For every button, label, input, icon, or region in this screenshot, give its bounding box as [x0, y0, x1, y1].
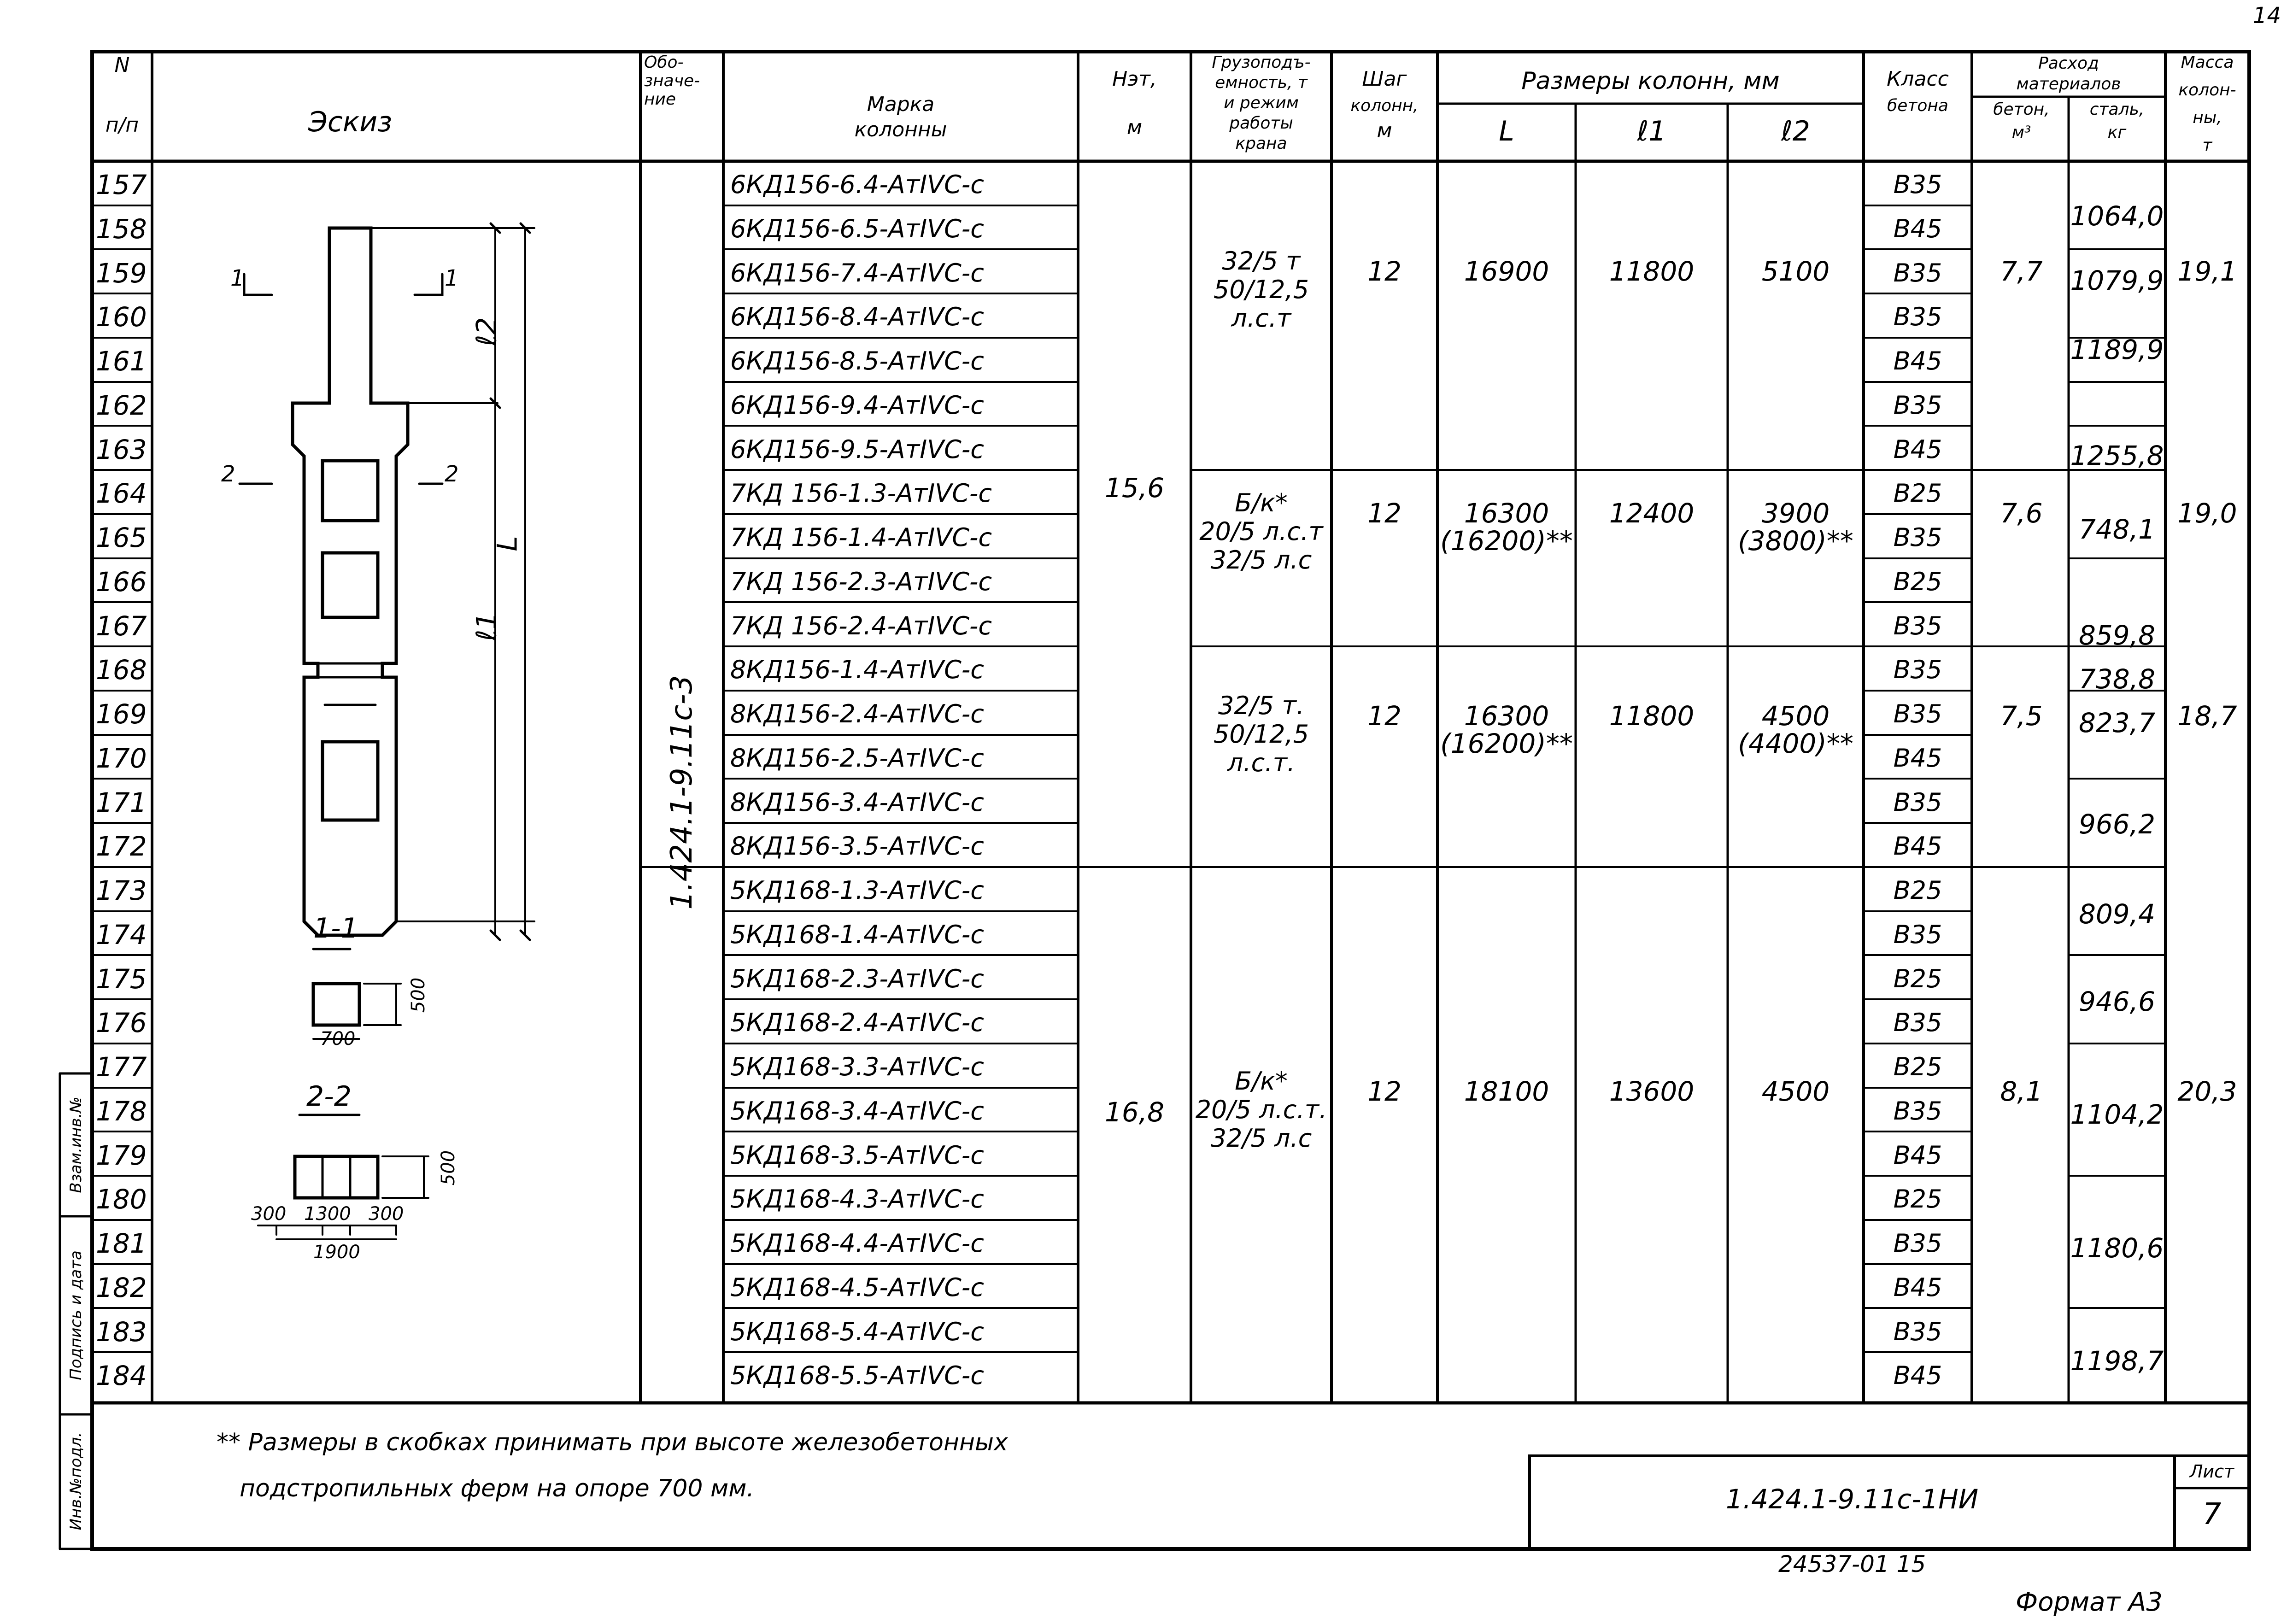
steel-consumption: 809,4: [2078, 898, 2156, 930]
sheet-label: Лист: [2189, 1461, 2234, 1482]
header-designation-1: Обо-: [644, 53, 684, 72]
header-crane-2: емность, т: [1215, 73, 1308, 92]
column-mark: 6КД156-8.4-АтIVС-с: [730, 302, 984, 332]
concrete-class: В35: [1893, 1317, 1942, 1346]
header-step-1: Шаг: [1362, 67, 1407, 91]
side-label-inv: Инв.№подл.: [67, 1432, 85, 1530]
column-mark: 8КД156-3.4-АтIVС-с: [730, 787, 984, 817]
column-mark: 5КД168-4.4-АтIVС-с: [730, 1229, 984, 1258]
header-mark-2: колонны: [854, 118, 947, 141]
header-num-1: N: [114, 53, 130, 77]
header-dim-l2: ℓ2: [1781, 115, 1810, 147]
steel-consumption: 1064,0: [2070, 200, 2164, 232]
dim-l1-value: 12400: [1609, 498, 1695, 529]
row-number: 168: [96, 654, 147, 686]
format-label: Формат А3: [2016, 1587, 2163, 1617]
header-steel-1: сталь,: [2089, 100, 2145, 119]
column-mark: 7КД 156-1.4-АтIVС-с: [730, 523, 992, 552]
row-number: 165: [96, 522, 147, 553]
sketch-dim-1300: 1300: [304, 1203, 351, 1225]
sketch-dim-500-b: 500: [438, 1150, 459, 1186]
row-number: 183: [96, 1316, 147, 1348]
concrete-class: В25: [1893, 1052, 1942, 1081]
column-mark: 6КД156-7.4-АтIVС-с: [730, 258, 984, 287]
row-number: 181: [96, 1228, 147, 1259]
concrete-class: В35: [1893, 1096, 1942, 1126]
row-number: 160: [96, 301, 147, 333]
row-number: 162: [96, 389, 147, 421]
header-concrete-2: бетона: [1887, 96, 1948, 115]
dim-L-value: 16900: [1464, 256, 1549, 287]
row-number: 179: [96, 1139, 147, 1171]
crane-mode: 32/5 л.с: [1210, 1124, 1312, 1153]
row-number: 182: [96, 1272, 147, 1303]
dim-l2-value: 4500: [1761, 700, 1830, 732]
concrete-class: В35: [1893, 787, 1942, 817]
header-mass-4: т: [2202, 136, 2212, 155]
sheet-number: 7: [2202, 1497, 2222, 1531]
column-mark: 8КД156-2.5-АтIVС-с: [730, 743, 984, 773]
sketch-dim-700: 700: [320, 1028, 356, 1049]
concrete-class: В25: [1893, 567, 1942, 596]
column-mark: 6КД156-6.5-АтIVС-с: [730, 214, 984, 243]
column-sketch: [240, 223, 534, 1239]
page-number: 14: [2253, 3, 2281, 29]
concrete-class: В35: [1893, 258, 1942, 287]
steel-consumption: 1079,9: [2070, 265, 2164, 296]
column-mark: 7КД 156-2.4-АтIVС-с: [730, 611, 992, 640]
dim-l2-value: 5100: [1761, 256, 1830, 287]
dim-L-value: 16300: [1464, 498, 1549, 529]
column-mass: 20,3: [2177, 1076, 2237, 1107]
row-number: 176: [96, 1007, 147, 1039]
dim-L-value: 16300: [1464, 700, 1549, 732]
header-crane-1: Грузоподъ-: [1212, 53, 1311, 72]
header-num-2: п/п: [105, 113, 139, 137]
column-mark: 5КД168-3.4-АтIVС-с: [730, 1096, 984, 1126]
sketch-dim-1900: 1900: [313, 1242, 360, 1263]
header-sketch: Эскиз: [308, 106, 393, 138]
concrete-class: В35: [1893, 655, 1942, 685]
crane-mode: л.с.т.: [1227, 748, 1296, 777]
column-mark: 5КД168-4.3-АтIVС-с: [730, 1184, 984, 1214]
crane-mode: 32/5 т.: [1218, 691, 1305, 720]
concrete-class: В35: [1893, 699, 1942, 728]
concrete-class: В45: [1893, 1140, 1942, 1170]
crane-mode: 50/12,5: [1213, 720, 1309, 749]
crane-mode: 20/5 л.с.т.: [1195, 1095, 1327, 1124]
header-mass-1: Масса: [2181, 53, 2234, 72]
sketch-dim-300-b: 300: [369, 1203, 404, 1225]
crane-mode: 32/5 т: [1222, 246, 1301, 276]
column-mark: 7КД 156-2.3-АтIVС-с: [730, 567, 992, 596]
concrete-class: В45: [1893, 1272, 1942, 1302]
column-mark: 5КД168-1.4-АтIVС-с: [730, 920, 984, 949]
concrete-volume: 7,7: [2000, 256, 2043, 287]
concrete-class: В35: [1893, 611, 1942, 640]
column-mark: 5КД168-2.3-АтIVС-с: [730, 964, 984, 993]
row-number: 175: [96, 963, 147, 995]
concrete-class: В35: [1893, 920, 1942, 949]
header-dim-l1: ℓ1: [1637, 115, 1666, 147]
header-crane-5: крана: [1235, 134, 1287, 153]
note-line-2: подстропильных ферм на опоре 700 мм.: [240, 1475, 755, 1502]
sketch-section-2-right: 2: [445, 461, 459, 487]
row-number: 174: [96, 919, 147, 950]
side-label-replace: Взам.инв.№: [67, 1096, 85, 1193]
concrete-volume: 8,1: [2000, 1076, 2043, 1107]
header-crane-4: работы: [1229, 114, 1293, 133]
crane-mode: л.с.т: [1231, 304, 1291, 333]
column-mark: 6КД156-9.5-АтIVС-с: [730, 434, 984, 464]
header-consumption-2: материалов: [2016, 75, 2121, 94]
stamp-code: 1.424.1-9.11с-1НИ: [1725, 1483, 1979, 1515]
steel-consumption: 859,8: [2078, 620, 2156, 651]
header-crane-3: и режим: [1224, 94, 1299, 112]
concrete-volume: 7,5: [2000, 700, 2043, 732]
sketch-section-2-left: 2: [221, 461, 235, 487]
dim-l1-value: 13600: [1609, 1076, 1695, 1107]
column-mark: 8КД156-1.4-АтIVС-с: [730, 655, 984, 685]
header-dim-L: L: [1499, 115, 1514, 147]
header-step-3: м: [1377, 119, 1392, 142]
sketch-dim-500-a: 500: [408, 977, 429, 1013]
header-height-2: м: [1126, 116, 1143, 139]
crane-mode: Б/к*: [1235, 488, 1288, 517]
header-concrete-1: Класс: [1887, 67, 1949, 91]
concrete-class: В25: [1893, 1184, 1942, 1214]
steel-consumption: 1198,7: [2070, 1345, 2164, 1377]
column-step: 12: [1367, 256, 1401, 287]
crane-mode: 32/5 л.с: [1210, 545, 1312, 575]
steel-consumption: 966,2: [2078, 809, 2156, 840]
row-number: 173: [96, 875, 147, 906]
row-number: 178: [96, 1095, 147, 1127]
header-mass-3: ны,: [2193, 108, 2222, 127]
column-mark: 7КД 156-1.3-АтIVС-с: [730, 479, 992, 508]
concrete-class: В35: [1893, 1229, 1942, 1258]
height-value-1: 15,6: [1104, 472, 1165, 504]
concrete-class: В35: [1893, 390, 1942, 420]
row-number: 161: [96, 346, 147, 377]
header-dims: Размеры колонн, мм: [1521, 67, 1780, 95]
row-number: 163: [96, 434, 147, 465]
note-line-1: ** Размеры в скобках принимать при высоте железобетонных: [217, 1429, 1008, 1456]
crane-mode: 20/5 л.с.т: [1199, 517, 1323, 546]
archive-number: 24537-01 15: [1778, 1551, 1926, 1577]
sketch-section-2-2: 2-2: [306, 1080, 352, 1113]
column-step: 12: [1367, 1076, 1401, 1107]
sketch-section-1-1: 1-1: [313, 912, 358, 944]
concrete-class: В25: [1893, 964, 1942, 993]
concrete-volume: 7,6: [2000, 498, 2043, 529]
row-number: 171: [96, 786, 147, 818]
header-mark-1: Марка: [867, 93, 935, 116]
sketch-section-1-left: 1: [230, 265, 245, 291]
dim-l1-value: 11800: [1609, 256, 1695, 287]
header-designation-3: ние: [644, 90, 676, 109]
concrete-class: В45: [1893, 832, 1942, 861]
header-concrete-vol-1: бетон,: [1993, 100, 2050, 119]
concrete-class: В35: [1893, 170, 1942, 199]
column-mark: 5КД168-5.5-АтIVС-с: [730, 1361, 984, 1390]
header-concrete-vol-2: м³: [2011, 123, 2031, 142]
row-grid: [92, 200, 2165, 1352]
header-step-2: колонн,: [1350, 96, 1419, 115]
row-number: 158: [96, 213, 147, 245]
steel-consumption: 738,8: [2078, 663, 2156, 695]
concrete-class: В25: [1893, 876, 1942, 905]
concrete-class: В35: [1893, 302, 1942, 332]
designation-value: 1.424.1-9.11с-3: [665, 675, 699, 910]
column-mark: 6КД156-6.4-АтIVС-с: [730, 170, 984, 199]
header-consumption-1: Расход: [2038, 54, 2099, 73]
column-mark: 5КД168-3.5-АтIVС-с: [730, 1140, 984, 1170]
steel-consumption: 946,6: [2078, 986, 2156, 1017]
column-step: 12: [1367, 498, 1401, 529]
concrete-class: В45: [1893, 346, 1942, 375]
dim-L-value: (16200)**: [1440, 728, 1573, 759]
concrete-class: В45: [1893, 1361, 1942, 1390]
concrete-class: В35: [1893, 523, 1942, 552]
sketch-dim-l2: ℓ2: [470, 317, 503, 346]
steel-consumption: 748,1: [2078, 514, 2156, 545]
steel-consumption: 1104,2: [2070, 1099, 2164, 1130]
dim-l2-value: (3800)**: [1738, 525, 1853, 557]
row-number: 169: [96, 698, 147, 730]
column-step: 12: [1367, 700, 1401, 732]
sketch-section-1-right: 1: [445, 265, 459, 291]
concrete-class: В45: [1893, 214, 1942, 243]
header-designation-2: значе-: [644, 71, 700, 90]
crane-mode: Б/к*: [1235, 1067, 1288, 1096]
height-value-2: 16,8: [1104, 1096, 1165, 1128]
dim-l2-value: 4500: [1761, 1076, 1830, 1107]
column-mass: 19,1: [2177, 256, 2237, 287]
header-steel-2: кг: [2107, 123, 2127, 142]
concrete-class: В35: [1893, 1008, 1942, 1038]
row-number: 167: [96, 610, 147, 642]
column-mark: 5КД168-3.3-АтIVС-с: [730, 1052, 984, 1081]
concrete-class: В45: [1893, 434, 1942, 464]
column-mass: 18,7: [2177, 700, 2237, 732]
row-number: 177: [96, 1051, 147, 1083]
row-number: 157: [96, 169, 147, 200]
crane-mode: 50/12,5: [1213, 275, 1309, 304]
row-number: 159: [96, 257, 147, 289]
steel-consumption: 823,7: [2078, 707, 2156, 739]
sketch-dim-l1: ℓ1: [470, 612, 503, 641]
column-mark: 5КД168-4.5-АтIVС-с: [730, 1272, 984, 1302]
column-mark: 5КД168-1.3-АтIVС-с: [730, 876, 984, 905]
steel-consumption: 1255,8: [2070, 440, 2164, 471]
dim-l1-value: 11800: [1609, 700, 1695, 732]
column-mass: 19,0: [2177, 498, 2237, 529]
column-mark: 8КД156-3.5-АтIVС-с: [730, 832, 984, 861]
row-number: 166: [96, 566, 147, 598]
concrete-class: В45: [1893, 743, 1942, 773]
sketch-dim-L: L: [491, 536, 524, 551]
row-number: 180: [96, 1184, 147, 1215]
row-number: 184: [96, 1360, 147, 1392]
steel-consumption: 1180,6: [2070, 1232, 2164, 1264]
row-number: 172: [96, 831, 147, 862]
header-mass-2: колон-: [2178, 81, 2236, 100]
dim-l2-value: (4400)**: [1738, 728, 1853, 759]
dim-L-value: 18100: [1464, 1076, 1549, 1107]
steel-consumption: 1189,9: [2070, 334, 2164, 365]
row-number: 170: [96, 742, 147, 774]
concrete-class: В25: [1893, 479, 1942, 508]
column-mark: 8КД156-2.4-АтIVС-с: [730, 699, 984, 728]
column-mark: 5КД168-5.4-АтIVС-с: [730, 1317, 984, 1346]
column-mark: 6КД156-8.5-АтIVС-с: [730, 346, 984, 375]
dim-l2-value: 3900: [1761, 498, 1830, 529]
row-number: 164: [96, 478, 147, 510]
sketch-dim-300-a: 300: [251, 1203, 287, 1225]
column-mark: 6КД156-9.4-АтIVС-с: [730, 390, 984, 420]
header-height-1: Нэт,: [1112, 67, 1157, 91]
side-label-signature: Подпись и дата: [67, 1250, 85, 1380]
dim-L-value: (16200)**: [1440, 525, 1573, 557]
column-mark: 5КД168-2.4-АтIVС-с: [730, 1008, 984, 1038]
